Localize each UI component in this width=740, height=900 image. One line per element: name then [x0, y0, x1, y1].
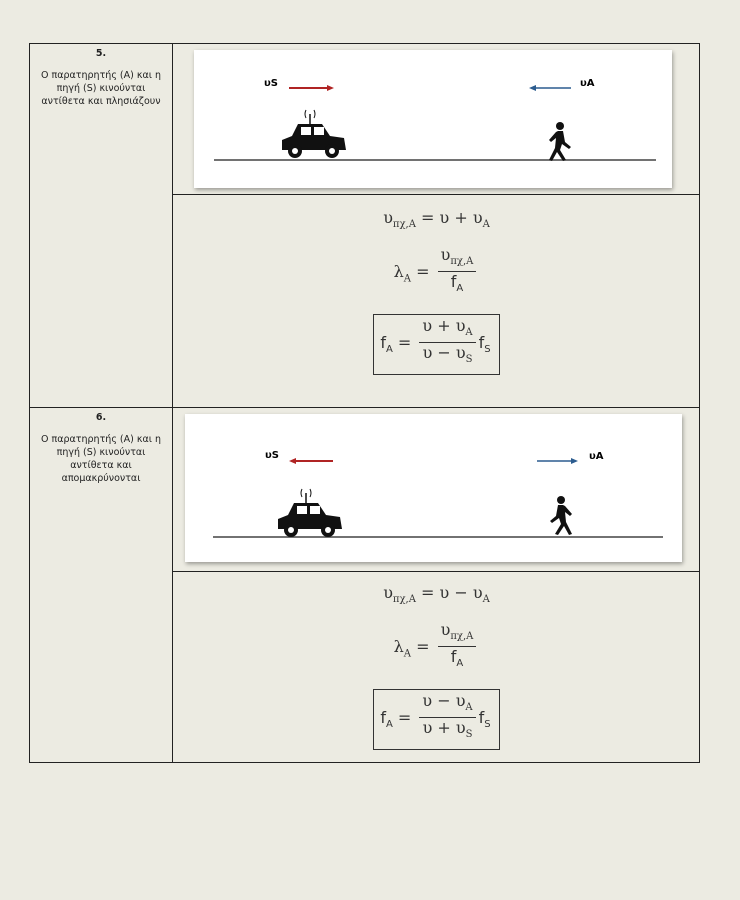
arrowhead-icon — [571, 458, 578, 464]
frequency-formula — [172, 314, 701, 375]
formulas-receding — [172, 571, 701, 764]
arrowhead-icon — [289, 458, 296, 464]
scene-receding — [185, 414, 682, 562]
frequency-formula — [172, 689, 701, 750]
case-label — [30, 47, 172, 108]
observer-speed-label: υA — [580, 78, 595, 89]
formulas-approaching — [172, 194, 701, 407]
wavelength-formula: $\lambda_A$ = $\frac{\upsilon_{\pi\chi,A}}{f_A}$ — [172, 621, 701, 674]
source-speed-label: υS — [264, 78, 278, 89]
doppler-table — [29, 43, 700, 763]
antenna-icon — [301, 489, 311, 503]
arrowhead-icon — [327, 85, 334, 91]
walking-person-icon — [550, 496, 572, 535]
car-icon — [282, 110, 346, 158]
case-number: 5. — [95, 48, 107, 59]
case-number: 6. — [95, 412, 107, 423]
relative-speed-formula: $\upsilon_{\pi\chi,A} = \upsilon + \upsilon_A$ — [383, 208, 490, 231]
arrowhead-icon — [529, 85, 536, 91]
boxed-result: $f_A$ = $\frac{\upsilon - \upsilon_A}{\upsilon + \upsilon_S}$ $f_S$ — [373, 689, 499, 750]
case-description: Ο παρατηρητής (Α) και η πηγή (S) κινούνται αντίθετα και απομακρύνονται — [41, 434, 161, 484]
car-icon — [278, 489, 342, 537]
walking-person-icon — [549, 122, 571, 161]
source-speed-label: υS — [265, 450, 279, 461]
wavelength-formula: $\lambda_A$ = $\frac{\upsilon_{\pi\chi,A}}{f_A}$ — [172, 246, 701, 299]
scene-approaching — [194, 50, 672, 188]
relative-speed-formula: $\upsilon_{\pi\chi,A} = \upsilon - \upsilon_A$ — [383, 583, 490, 606]
boxed-result: $f_A$ = $\frac{\upsilon + \upsilon_A}{\upsilon - \upsilon_S}$ $f_S$ — [373, 314, 499, 375]
case-label — [30, 411, 172, 485]
case-description: Ο παρατηρητής (Α) και η πηγή (S) κινούνται αντίθετα και πλησιάζουν — [41, 70, 161, 107]
observer-speed-label: υA — [589, 451, 604, 462]
antenna-icon — [305, 110, 315, 124]
row-divider — [30, 407, 699, 408]
